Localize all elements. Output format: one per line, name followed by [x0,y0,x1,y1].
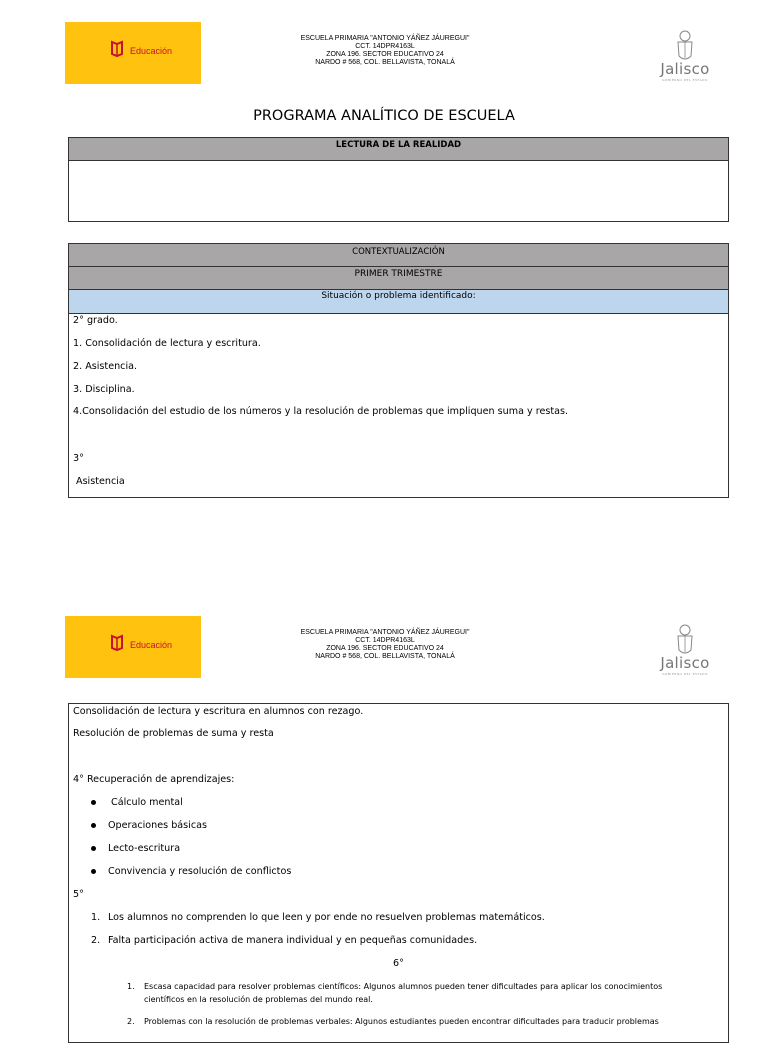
bullet-icon [91,869,96,874]
jalisco-logo [645,28,725,82]
school-zone: ZONA 196. SECTOR EDUCATIVO 24 [326,51,444,58]
p2-num-2: 2. [91,935,101,946]
jalisco-crest-icon [674,622,696,658]
school-name: ESCUELA PRIMARIA "ANTONIO YÁÑEZ JÁUREGUI" [300,35,470,42]
bullet-icon [91,846,96,851]
context-header: CONTEXTUALIZACIÓN [69,244,728,267]
logo-text: Educación [130,46,173,56]
school-address: NARDO # 568, COL. BELLAVISTA, TONALÁ [315,59,455,66]
lectura-header: LECTURA DE LA REALIDAD [69,138,728,161]
school-info [250,35,520,67]
jalisco-text: Jalisco [660,654,710,672]
education-logo-2 [65,616,201,678]
book-icon [110,40,124,62]
context-table [68,243,729,498]
p2-small-1: 1. [127,982,135,991]
p2-bullet-2: Operaciones básicas [108,820,207,831]
jalisco-logo-2 [645,622,725,676]
book-icon [110,634,124,656]
p2-small-2: 2. [127,1017,135,1026]
p1-line-grade2: 2° grado. [73,315,118,326]
p2-grade6: 6° [393,958,404,969]
p2-num-1: 1. [91,912,101,923]
p1-line-3: 3. Disciplina. [73,384,135,395]
situacion-header: Situación o problema identificado: [69,290,728,314]
p2-grade5: 5° [73,889,84,900]
school-cct: CCT. 14DPR4163L [355,43,415,50]
school-cct: CCT. 14DPR4163L [355,637,415,644]
p2-small-2-text: Problemas con la resolución de problemas verbales: Algunos estudiantes pueden encontrar dificultades para traducir problemas [144,1017,659,1026]
school-zone: ZONA 196. SECTOR EDUCATIVO 24 [326,645,444,652]
p1-line-asistencia: Asistencia [76,476,125,487]
p1-line-4: 4.Consolidación del estudio de los números y la resolución de problemas que impliquen suma y restas. [73,406,569,417]
logo-text: Educación [130,640,173,650]
school-info-2 [250,629,520,661]
bullet-icon [91,800,96,805]
jalisco-sub: GOBIERNO DEL ESTADO [662,78,708,82]
trimestre-header: PRIMER TRIMESTRE [69,267,728,290]
p2-small-1-text: Escasa capacidad para resolver problemas científicos: Algunos alumnos pueden tener dificultades para aplicar los conocimientos [144,982,663,991]
p2-num-1-text: Los alumnos no comprenden lo que leen y por ende no resuelven problemas matemáticos. [108,912,545,923]
school-address: NARDO # 568, COL. BELLAVISTA, TONALÁ [315,653,455,660]
education-logo [65,22,201,84]
p1-line-grade3: 3° [73,453,84,464]
p2-num-2-text: Falta participación activa de manera individual y en pequeñas comunidades. [108,935,478,946]
bullet-icon [91,823,96,828]
p2-bullet-1: Cálculo mental [111,797,183,808]
p2-bullet-4: Convivencia y resolución de conflictos [108,866,292,877]
p1-line-1: 1. Consolidación de lectura y escritura. [73,338,261,349]
p2-bullet-3: Lecto-escritura [108,843,181,854]
jalisco-text: Jalisco [660,60,710,78]
p2-line-grade4: 4° Recuperación de aprendizajes: [73,774,235,785]
p1-line-2: 2. Asistencia. [73,361,138,372]
jalisco-sub: GOBIERNO DEL ESTADO [662,672,708,676]
jalisco-crest-icon [674,28,696,64]
school-name: ESCUELA PRIMARIA "ANTONIO YÁÑEZ JÁUREGUI" [300,629,470,636]
p2-line-2: Resolución de problemas de suma y resta [73,728,274,739]
p2-small-1-cont: científicos en la resolución de problemas del mundo real. [144,995,373,1004]
p2-line-1: Consolidación de lectura y escritura en alumnos con rezago. [73,706,364,717]
page-title: PROGRAMA ANALÍTICO DE ESCUELA [253,108,515,124]
lectura-table [68,137,729,222]
